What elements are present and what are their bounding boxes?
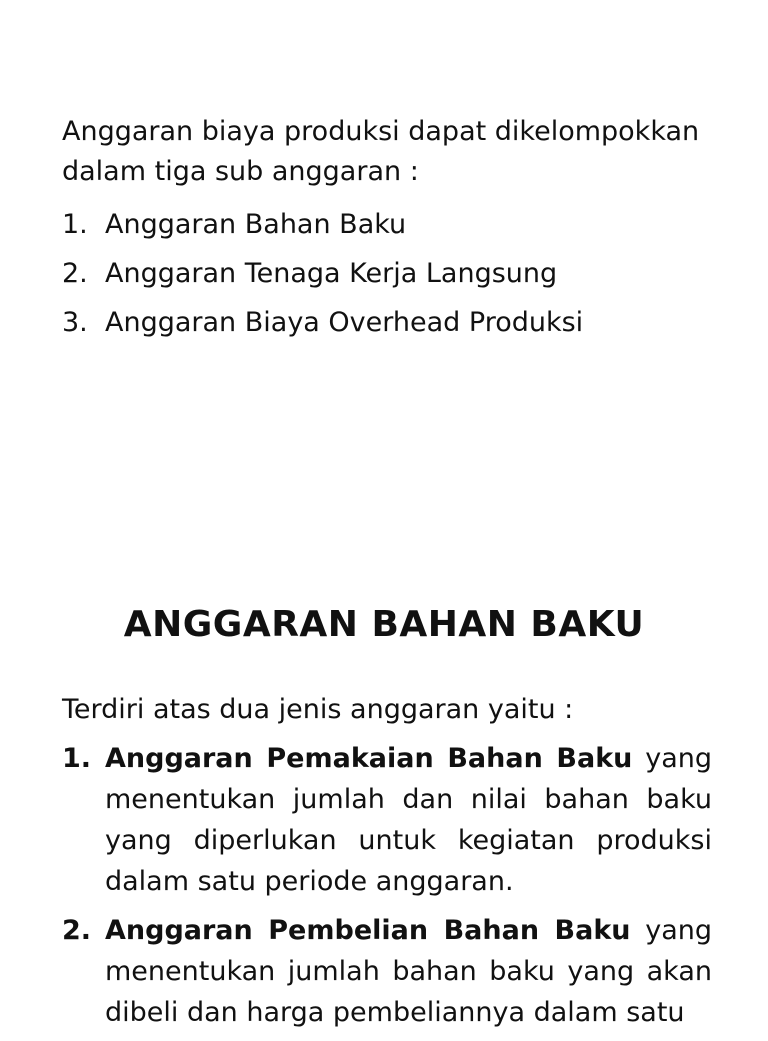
list-number: 2. (62, 258, 88, 289)
intro-paragraph: Anggaran biaya produksi dapat dikelompokkan dalam tiga sub anggaran : (62, 116, 700, 187)
list-item (62, 249, 712, 298)
slide-raw-material-budget (0, 512, 768, 1028)
list-item-text (105, 910, 712, 1033)
list-item-description: yang menentukan jumlah bahan baku yang akan dibeli dan harga pembeliannya dalam satu (105, 915, 712, 1028)
sub-budget-list (62, 200, 712, 347)
list-item-text: Anggaran Biaya Overhead Produksi (105, 307, 584, 338)
list-item-term: Anggaran Pemakaian Bahan Baku (105, 743, 633, 774)
list-item (62, 200, 712, 249)
list-item-text: Anggaran Tenaga Kerja Langsung (105, 258, 558, 289)
slide-title: ANGGARAN BAHAN BAKU (123, 604, 645, 645)
list-item-description: yang menentukan jumlah dan nilai bahan baku yang diperlukan untuk kegiatan produksi dalam satu periode anggaran. (105, 743, 712, 897)
list-item (62, 298, 712, 347)
slide-production-budget (0, 0, 768, 512)
lead-paragraph: Terdiri atas dua jenis anggaran yaitu : (62, 694, 574, 725)
list-item-term: Anggaran Pembelian Bahan Baku (105, 915, 631, 946)
list-number: 2. (62, 915, 92, 946)
list-item (62, 910, 712, 1033)
budget-type-list (62, 738, 712, 1041)
list-number: 1. (62, 743, 92, 774)
list-number: 3. (62, 307, 88, 338)
list-item-text: Anggaran Bahan Baku (105, 209, 407, 240)
list-item-text (105, 738, 712, 902)
list-number: 1. (62, 209, 88, 240)
list-item (62, 738, 712, 902)
